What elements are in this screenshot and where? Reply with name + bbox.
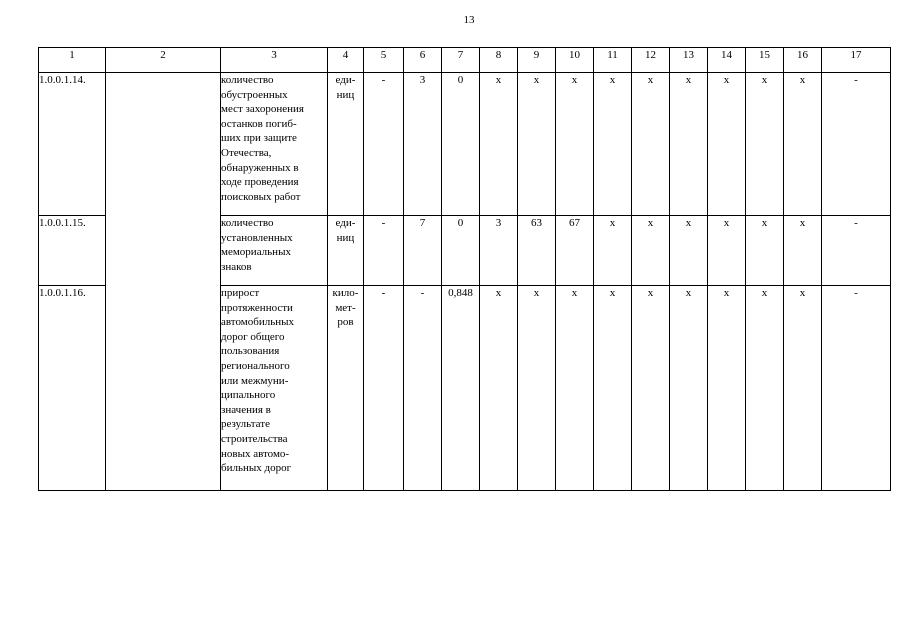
value-cell: х <box>632 73 670 216</box>
value-cell: х <box>746 73 784 216</box>
value-cell: - <box>822 286 891 491</box>
column-header: 5 <box>364 48 404 73</box>
value-cell: х <box>670 286 708 491</box>
table-row <box>39 73 891 216</box>
value-cell: х <box>746 216 784 286</box>
value-cell: х <box>670 73 708 216</box>
unit-cell: еди- ниц <box>328 216 364 286</box>
unit-cell: кило- мет- ров <box>328 286 364 491</box>
column-header: 1 <box>39 48 106 73</box>
column-header: 15 <box>746 48 784 73</box>
indicator-name: прирост протяженности автомобильных дорог общего пользования регионального или межмуни- ципального значения в результате строительства новых автомо- бильных дорог <box>221 286 328 491</box>
value-cell: х <box>556 286 594 491</box>
value-cell: - <box>364 73 404 216</box>
document-table <box>38 47 891 491</box>
column-header: 4 <box>328 48 364 73</box>
value-cell: х <box>594 286 632 491</box>
value-cell: - <box>404 286 442 491</box>
column-header: 12 <box>632 48 670 73</box>
column-header: 14 <box>708 48 746 73</box>
value-cell: 3 <box>480 216 518 286</box>
indicator-name: количество установленных мемориальных знаков <box>221 216 328 286</box>
value-cell: - <box>364 286 404 491</box>
value-cell: 67 <box>556 216 594 286</box>
row-code: 1.0.0.1.15. <box>39 216 106 286</box>
page-number: 13 <box>463 14 475 26</box>
value-cell: 0 <box>442 73 480 216</box>
value-cell: х <box>746 286 784 491</box>
row-code: 1.0.0.1.14. <box>39 73 106 216</box>
value-cell: х <box>670 216 708 286</box>
value-cell: х <box>784 73 822 216</box>
header-row <box>39 48 891 73</box>
column-header: 8 <box>480 48 518 73</box>
value-cell: - <box>822 73 891 216</box>
value-cell: х <box>594 216 632 286</box>
value-cell: 0,848 <box>442 286 480 491</box>
value-cell: х <box>784 216 822 286</box>
value-cell: х <box>556 73 594 216</box>
value-cell: х <box>518 286 556 491</box>
value-cell: х <box>708 216 746 286</box>
column-header: 16 <box>784 48 822 73</box>
column-header: 3 <box>221 48 328 73</box>
indicator-name: количество обустроенных мест захоронения останков погиб- ших при защите Отечества, обнаруженных в ходе проведения поисковых работ <box>221 73 328 216</box>
column-header: 10 <box>556 48 594 73</box>
value-cell: 7 <box>404 216 442 286</box>
value-cell: 3 <box>404 73 442 216</box>
column-header: 17 <box>822 48 891 73</box>
value-cell: - <box>364 216 404 286</box>
column-2-cell <box>106 73 221 491</box>
value-cell: х <box>632 286 670 491</box>
value-cell: 63 <box>518 216 556 286</box>
value-cell: 0 <box>442 216 480 286</box>
row-code: 1.0.0.1.16. <box>39 286 106 491</box>
column-header: 2 <box>106 48 221 73</box>
value-cell: х <box>594 73 632 216</box>
column-header: 6 <box>404 48 442 73</box>
column-header: 9 <box>518 48 556 73</box>
value-cell: х <box>784 286 822 491</box>
column-header: 7 <box>442 48 480 73</box>
value-cell: х <box>518 73 556 216</box>
value-cell: х <box>632 216 670 286</box>
column-header: 13 <box>670 48 708 73</box>
value-cell: - <box>822 216 891 286</box>
value-cell: х <box>480 286 518 491</box>
unit-cell: еди- ниц <box>328 73 364 216</box>
column-header: 11 <box>594 48 632 73</box>
value-cell: х <box>708 73 746 216</box>
value-cell: х <box>480 73 518 216</box>
value-cell: х <box>708 286 746 491</box>
